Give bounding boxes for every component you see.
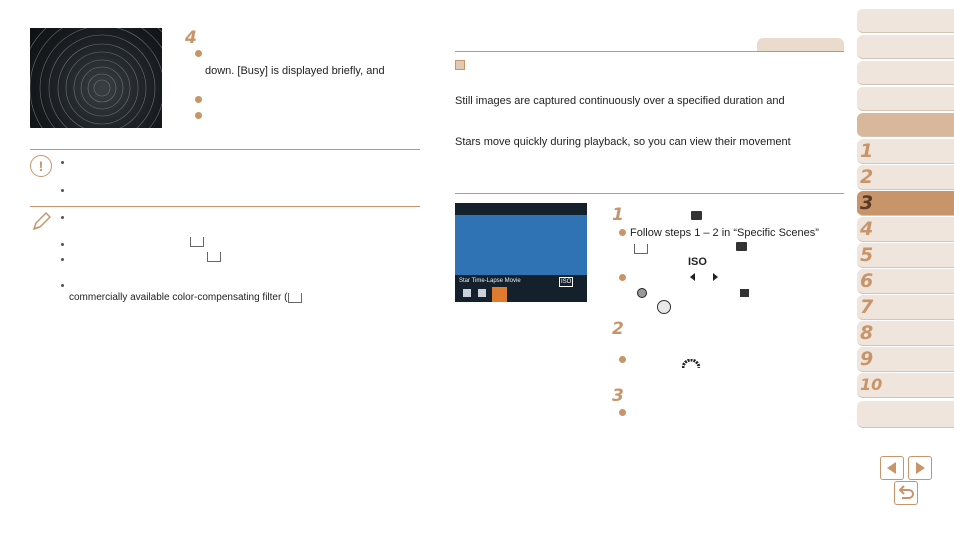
dial-icon — [637, 288, 647, 298]
chapter-2-number: 2 — [860, 166, 874, 188]
zoom-dial-icon — [682, 356, 700, 374]
camera-mode-icon — [691, 211, 702, 220]
mode-icon — [478, 289, 486, 297]
steps-divider — [455, 193, 844, 194]
prev-page-icon — [887, 462, 896, 474]
sidebar-tab-basic[interactable] — [857, 87, 954, 111]
section-divider — [455, 51, 844, 52]
chapter-8-number: 8 — [860, 322, 874, 344]
bullet — [61, 189, 64, 192]
bullet — [61, 284, 64, 287]
bullet — [61, 161, 64, 164]
selected-mode-icon — [492, 287, 507, 302]
sidebar-tab-contents[interactable] — [857, 35, 954, 59]
step-3-number: 3 — [612, 386, 624, 406]
sidebar-tab-cover[interactable] — [857, 9, 954, 33]
func-set-icon — [657, 300, 671, 314]
step-1-number: 1 — [612, 205, 624, 225]
step-4-text: down. [Busy] is displayed briefly, and — [205, 65, 385, 77]
book-icon[interactable] — [634, 244, 648, 254]
bullet — [619, 229, 626, 236]
return-icon — [895, 482, 917, 504]
heading-marker — [455, 60, 465, 70]
next-page-icon — [916, 462, 925, 474]
next-page-button[interactable] — [908, 456, 932, 480]
bullet — [619, 356, 626, 363]
prev-page-button[interactable] — [880, 456, 904, 480]
chapter-10-number: 10 — [860, 375, 883, 394]
bullet — [61, 258, 64, 261]
left-arrow-icon — [690, 273, 695, 281]
chapter-5-number: 5 — [860, 244, 874, 266]
bullet — [61, 216, 64, 219]
mode-icon — [463, 289, 471, 297]
bullet — [195, 50, 202, 57]
bullet — [619, 409, 626, 416]
note-divider — [30, 206, 420, 207]
step-1-text: Follow steps 1 – 2 in “Specific Scenes” — [630, 227, 819, 239]
bullet — [619, 274, 626, 281]
bullet — [61, 243, 64, 246]
iso-glyph: ISO — [688, 256, 707, 268]
section-tab-marker — [757, 38, 844, 51]
chapter-6-number: 6 — [860, 270, 874, 292]
camera-screen-label: Star Time-Lapse Movie — [459, 278, 521, 284]
right-arrow-icon — [713, 273, 718, 281]
step-2-number: 2 — [612, 319, 624, 339]
filter-note-text: commercially available color-compensating filter ( — [69, 292, 288, 303]
caution-icon: ! — [30, 155, 52, 177]
return-button[interactable] — [894, 481, 918, 505]
star-trail-photo — [30, 28, 162, 128]
camera-screen — [455, 203, 587, 302]
caution-divider — [30, 149, 420, 150]
pencil-note-icon — [31, 211, 51, 238]
iso-badge: ISO — [561, 279, 572, 285]
sidebar-tab-index[interactable] — [857, 61, 954, 85]
intro-text-1: Still images are captured continuously over a specified duration and — [455, 95, 785, 107]
bullet — [195, 96, 202, 103]
movie-mode-icon — [740, 289, 749, 297]
bullet — [195, 112, 202, 119]
chapter-3-number: 3 — [860, 192, 874, 214]
chapter-9-number: 9 — [860, 348, 874, 370]
chapter-1-number: 1 — [860, 140, 874, 162]
chapter-4-number: 4 — [860, 218, 874, 240]
book-icon[interactable] — [288, 293, 302, 303]
chapter-7-number: 7 — [860, 296, 874, 318]
sidebar-tab-appendix[interactable] — [857, 401, 954, 428]
intro-text-2: Stars move quickly during playback, so you can view their movement — [455, 136, 791, 148]
step-4-number: 4 — [185, 28, 197, 48]
camera-mode-icon — [736, 242, 747, 251]
book-icon[interactable] — [190, 237, 204, 247]
sidebar-tab-advanced[interactable] — [857, 113, 954, 137]
book-icon[interactable] — [207, 252, 221, 262]
